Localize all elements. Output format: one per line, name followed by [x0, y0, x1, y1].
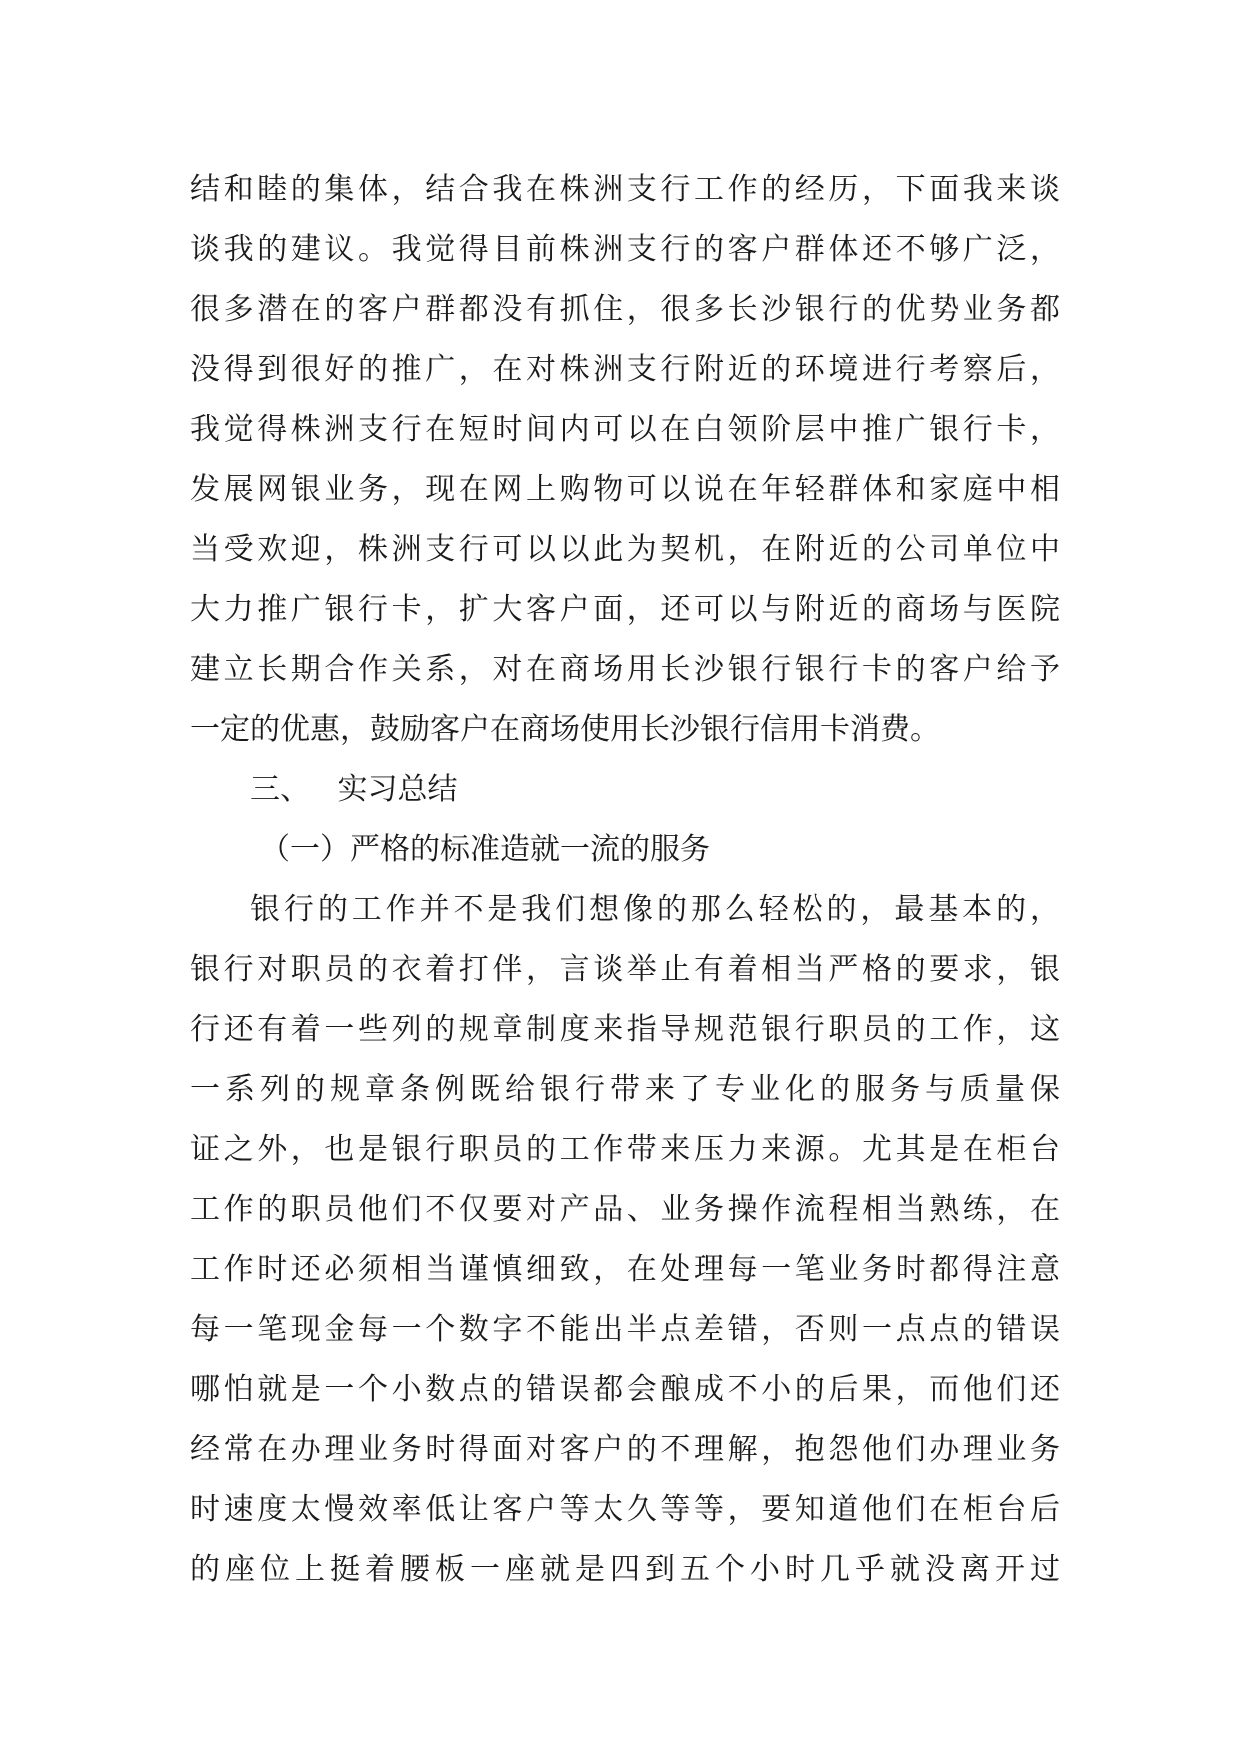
text-line: 工作的职员他们不仅要对产品、业务操作流程相当熟练，在 — [190, 1192, 1060, 1227]
body-text — [190, 160, 1060, 1600]
text-line: 哪怕就是一个小数点的错误都会酿成不小的后果，而他们还 — [190, 1372, 1060, 1407]
paragraph-1 — [190, 160, 1060, 760]
text-line: 谈我的建议。我觉得目前株洲支行的客户群体还不够广泛， — [190, 232, 1060, 267]
text-line: 时速度太慢效率低让客户等太久等等，要知道他们在柜台后 — [190, 1492, 1060, 1527]
text-line: 发展网银业务，现在网上购物可以说在年轻群体和家庭中相 — [190, 472, 1060, 507]
text-line: 银行的工作并不是我们想像的那么轻松的，最基本的， — [250, 892, 1060, 927]
text-line: 行还有着一些列的规章制度来指导规范银行职员的工作，这 — [190, 1012, 1060, 1047]
text-line: 很多潜在的客户群都没有抓住，很多长沙银行的优势业务都 — [190, 292, 1060, 327]
text-line: 我觉得株洲支行在短时间内可以在白领阶层中推广银行卡， — [190, 412, 1060, 447]
text-line: 证之外，也是银行职员的工作带来压力来源。尤其是在柜台 — [190, 1132, 1060, 1167]
text-line: 每一笔现金每一个数字不能出半点差错，否则一点点的错误 — [190, 1312, 1060, 1347]
subsection-heading: （一）严格的标准造就一流的服务 — [260, 832, 710, 867]
text-line: 经常在办理业务时得面对客户的不理解，抱怨他们办理业务 — [190, 1432, 1060, 1467]
paragraph-2 — [190, 880, 1060, 1600]
text-line: 银行对职员的衣着打伴，言谈举止有着相当严格的要求，银 — [190, 952, 1060, 987]
text-line: 大力推广银行卡，扩大客户面，还可以与附近的商场与医院 — [190, 592, 1060, 627]
text-line: 结和睦的集体，结合我在株洲支行工作的经历，下面我来谈 — [190, 172, 1060, 207]
text-line: 一系列的规章条例既给银行带来了专业化的服务与质量保 — [190, 1072, 1060, 1107]
text-line: 没得到很好的推广，在对株洲支行附近的环境进行考察后， — [190, 352, 1060, 387]
section-heading: 三、 实习总结 — [250, 772, 458, 807]
text-line: 一定的优惠，鼓励客户在商场使用长沙银行信用卡消费。 — [190, 712, 940, 747]
text-line: 工作时还必须相当谨慎细致，在处理每一笔业务时都得注意 — [190, 1252, 1060, 1287]
text-line: 当受欢迎，株洲支行可以以此为契机，在附近的公司单位中 — [190, 532, 1060, 567]
text-line: 建立长期合作关系，对在商场用长沙银行银行卡的客户给予 — [190, 652, 1060, 687]
text-line: 的座位上挺着腰板一座就是四到五个小时几乎就没离开过 — [190, 1552, 1060, 1587]
